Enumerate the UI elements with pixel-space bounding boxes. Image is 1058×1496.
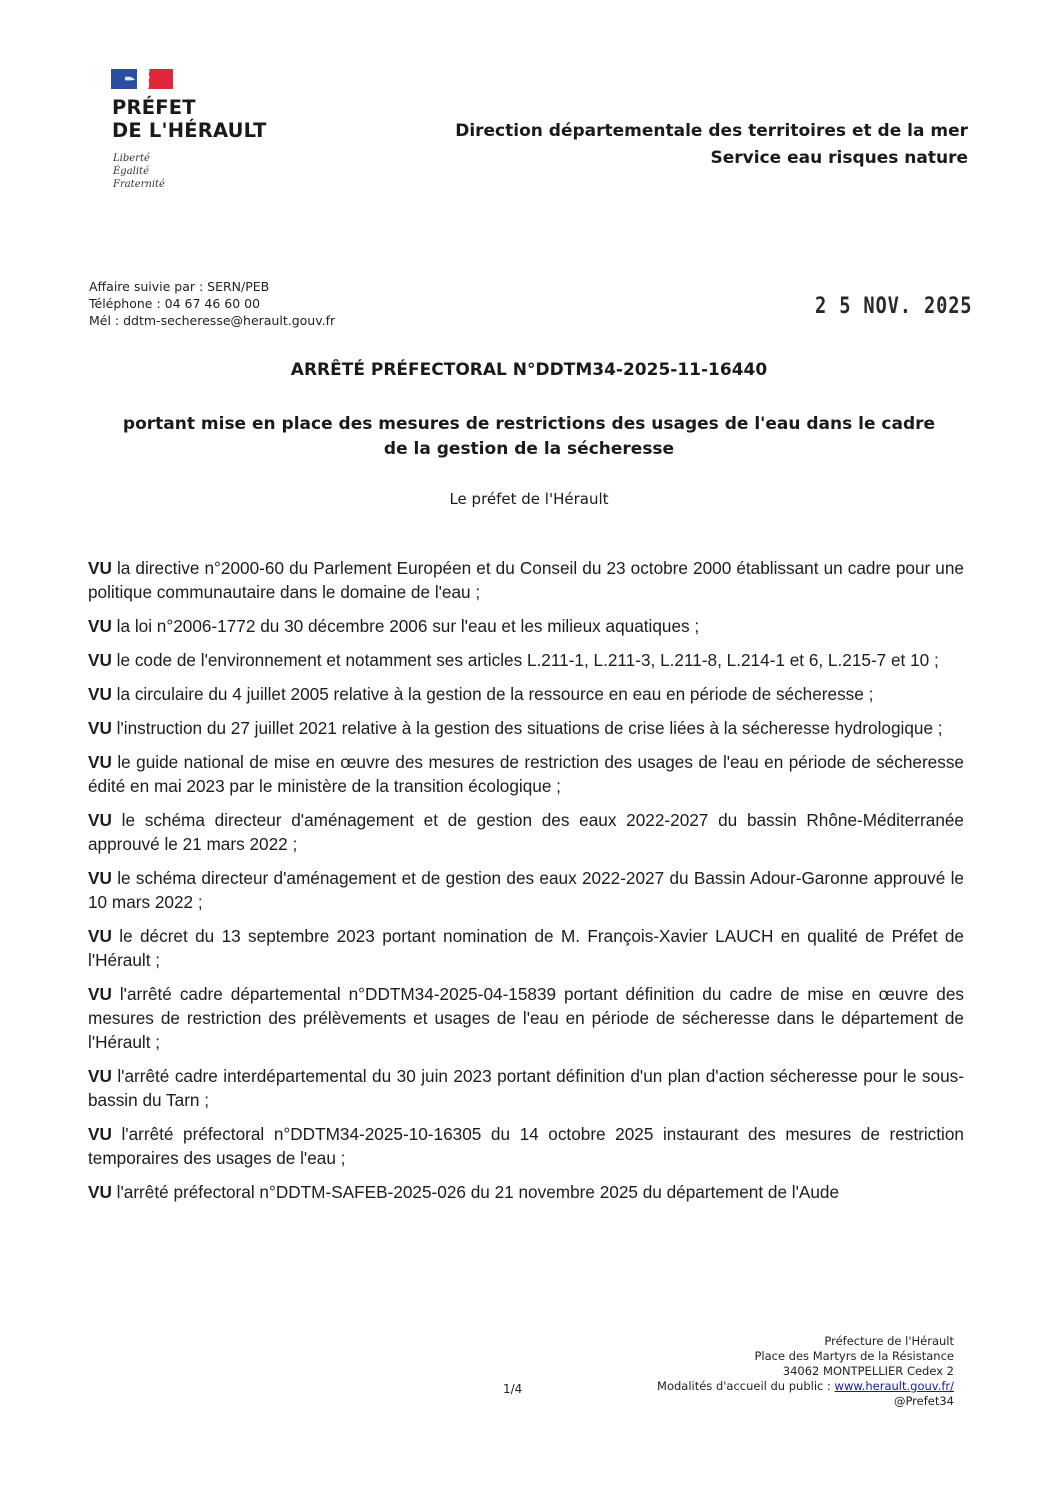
footer-line-3: 34062 MONTPELLIER Cedex 2 [782, 1364, 954, 1378]
service-name: Service eau risques nature [710, 148, 968, 168]
subtitle-line-1: portant mise en place des mesures de restrictions des usages de l'eau dans le cadre [122, 414, 936, 434]
visa-prefix: VU [88, 926, 112, 946]
motto-fraternite: Fraternité [113, 179, 165, 190]
visa-prefix: VU [88, 1182, 112, 1202]
visa-text: le décret du 13 septembre 2023 portant nomination de M. François-Xavier LAUCH en qualité de Préfet de l'Hérault ; [88, 926, 964, 970]
visa-prefix: VU [88, 558, 112, 578]
footer-accueil-label: Modalités d'accueil du public : [657, 1379, 835, 1393]
visa-prefix: VU [88, 984, 112, 1004]
visa-item [88, 682, 964, 706]
visa-item [88, 924, 964, 972]
footer-line-1: Préfecture de l'Hérault [824, 1334, 954, 1348]
visa-text: le guide national de mise en œuvre des mesures de restriction des usages de l'eau en période de sécheresse édité en mai 2023 par le ministère de la transition écologique ; [88, 752, 964, 796]
contact-affaire: Affaire suivie par : SERN/PEB [89, 279, 270, 294]
direction-name: Direction départementale des territoires et de la mer [455, 121, 968, 141]
decree-subtitle [90, 412, 968, 462]
marianne-flag-logo [111, 68, 173, 90]
visa-text: l'arrêté préfectoral n°DDTM-SAFEB-2025-026 du 21 novembre 2025 du département de l'Aude [116, 1182, 840, 1202]
visa-prefix: VU [88, 810, 112, 830]
visa-prefix: VU [88, 868, 112, 888]
visa-text: l'arrêté préfectoral n°DDTM34-2025-10-16305 du 14 octobre 2025 instaurant des mesures de restriction temporaires des usages de l'eau ; [88, 1124, 964, 1168]
visa-item [88, 716, 964, 740]
motto-egalite: Égalité [113, 166, 149, 177]
visa-item [88, 1122, 964, 1170]
prefecture-footer [657, 1334, 954, 1409]
visa-item [88, 556, 964, 604]
page-number: 1/4 [503, 1382, 523, 1396]
logo-line-2: DE L'HÉRAULT [112, 119, 267, 142]
visa-text: le code de l'environnement et notamment ses articles L.211-1, L.211-3, L.211-8, L.214-1 et 6, L.215-7 et 10 ; [116, 650, 939, 670]
issuing-authority: Le préfet de l'Hérault [449, 490, 609, 508]
visa-prefix: VU [88, 1066, 112, 1086]
visa-prefix: VU [88, 650, 112, 670]
visa-prefix: VU [88, 752, 112, 772]
footer-website-link[interactable]: www.herault.gouv.fr/ [834, 1379, 954, 1393]
visa-item [88, 1180, 964, 1204]
visa-item [88, 982, 964, 1054]
issuing-service-header [455, 118, 968, 172]
visa-prefix: VU [88, 718, 112, 738]
visa-item [88, 648, 964, 672]
decree-title: ARRÊTÉ PRÉFECTORAL N°DDTM34-2025-11-16440 [290, 360, 768, 380]
republic-motto [113, 152, 165, 191]
logo-wordmark [112, 96, 267, 142]
visa-text: la circulaire du 4 juillet 2005 relative à la gestion de la ressource en eau en période de sécheresse ; [116, 684, 874, 704]
visa-text: la loi n°2006-1772 du 30 décembre 2006 sur l'eau et les milieux aquatiques ; [116, 616, 700, 636]
footer-line-2: Place des Martyrs de la Résistance [754, 1349, 954, 1363]
visa-item [88, 808, 964, 856]
contact-block [89, 278, 335, 329]
subtitle-line-2: de la gestion de la sécheresse [383, 439, 675, 459]
date-stamp: 2 5 NOV. 2025 [815, 294, 973, 319]
footer-line-5: @Prefet34 [893, 1394, 954, 1408]
visa-text: l'instruction du 27 juillet 2021 relative à la gestion des situations de crise liées à la sécheresse hydrologique ; [116, 718, 943, 738]
visa-text: la directive n°2000-60 du Parlement Européen et du Conseil du 23 octobre 2000 établissant un cadre pour une politique communautaire dans le domaine de l'eau ; [88, 558, 964, 602]
footer-line-4 [657, 1379, 954, 1394]
visas-list [88, 556, 964, 1214]
visa-item [88, 1064, 964, 1112]
visa-text: l'arrêté cadre départemental n°DDTM34-2025-04-15839 portant définition du cadre de mise en œuvre des mesures de restriction des prélèvements et usages de l'eau en période de sécheresse dans le département de l'Hérault ; [88, 984, 965, 1052]
visa-text: le schéma directeur d'aménagement et de gestion des eaux 2022-2027 du bassin Rhône-Méditerranée approuvé le 21 mars 2022 ; [88, 810, 964, 854]
visa-prefix: VU [88, 1124, 112, 1144]
visa-item [88, 866, 964, 914]
visa-text: le schéma directeur d'aménagement et de gestion des eaux 2022-2027 du Bassin Adour-Garonne approuvé le 10 mars 2022 ; [88, 868, 964, 912]
visa-item [88, 750, 964, 798]
logo-line-1: PRÉFET [112, 96, 196, 119]
visa-text: l'arrêté cadre interdépartemental du 30 juin 2023 portant définition d'un plan d'action sécheresse pour le sous-bassin du Tarn ; [88, 1066, 964, 1110]
contact-telephone: Téléphone : 04 67 46 60 00 [89, 296, 261, 311]
motto-liberte: Liberté [113, 153, 150, 164]
contact-email: Mél : ddtm-secheresse@herault.gouv.fr [89, 313, 336, 328]
visa-prefix: VU [88, 616, 112, 636]
visa-item [88, 614, 964, 638]
visa-prefix: VU [88, 684, 112, 704]
